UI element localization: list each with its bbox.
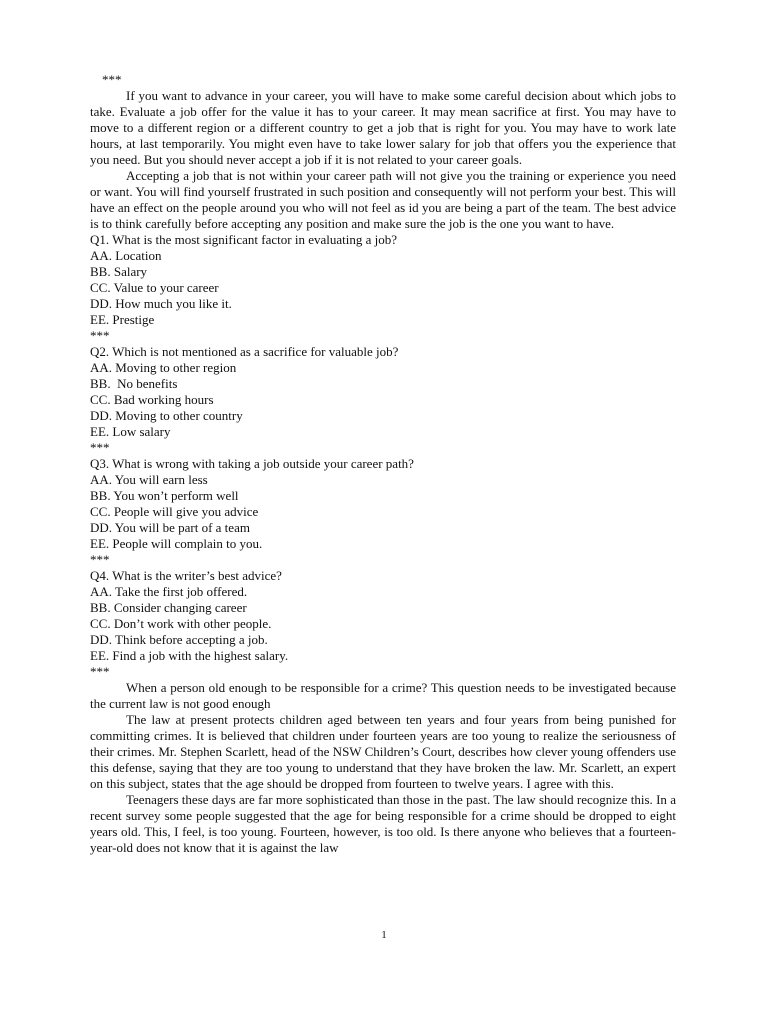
option-c: CC. Don’t work with other people. [90,616,272,631]
passage2-paragraph-3: Teenagers these days are far more sophisticated than those in the past. The law should recognize this. In a recent survey some people suggested that the age for being responsible for a crime should be dropped to eight years old. This, I feel, is too young. Fourteen, however, is too old. Is there anyone who believes that a fourteen-year-old does not know that it is against the law [90,792,676,855]
option-e: EE. People will complain to you. [90,536,263,551]
option-b: BB. No benefits [90,376,178,391]
passage1-paragraph-2: Accepting a job that is not within your career path will not give you the training or experience you need or want. You will find yourself frustrated in such position and consequently will not perform your best. This will have an effect on the people around you who will not feel as id you are being a part of the team. The best advice is to think carefully before accepting any position and make sure the job is the one you want to have. [90,168,676,231]
question-text: Q1. What is the most significant factor in evaluating a job? [90,232,397,247]
question-text: Q3. What is wrong with taking a job outside your career path? [90,456,414,471]
option-b: BB. Consider changing career [90,600,247,615]
option-c: CC. Value to your career [90,280,219,295]
passage2-paragraph-2: The law at present protects children aged between ten years and four years from being punished for committing crimes. It is believed that children under fourteen years are too young to realize the seriousness of their crimes. Mr. Stephen Scarlett, head of the NSW Children’s Court, describes how clever young offenders use this defense, saying that they are too young to understand that they have broken the law. Mr. Scarlett, an expert on this subject, states that the age should be dropped from fourteen to twelve years. I agree with this. [90,712,676,791]
separator: *** [90,328,110,343]
passage2-paragraph-1: When a person old enough to be responsible for a crime? This question needs to be investigated because the current law is not good enough [90,680,676,711]
option-d: DD. How much you like it. [90,296,232,311]
option-e: EE. Prestige [90,312,155,327]
question-2 [90,344,676,440]
separator: *** [90,552,110,567]
page-number: 1 [381,929,387,941]
option-c: CC. Bad working hours [90,392,214,407]
option-a: AA. Location [90,248,162,263]
option-d: DD. You will be part of a team [90,520,250,535]
option-e: EE. Low salary [90,424,171,439]
separator: *** [90,664,110,679]
option-c: CC. People will give you advice [90,504,259,519]
passage1-paragraph-1: If you want to advance in your career, you will have to make some careful decision about which jobs to take. Evaluate a job offer for the value it has to your career. It may mean sacrifice at first. You may have to move to a different region or a different country to get a job that is right for you. You may have to work late hours, at last temporarily. You might even have to take lower salary for job that offers you the experience that you need. But you should never accept a job if it is not related to your career goals. [90,88,676,167]
separator: *** [90,440,110,455]
option-d: DD. Moving to other country [90,408,243,423]
question-text: Q2. Which is not mentioned as a sacrifice for valuable job? [90,344,399,359]
option-b: BB. Salary [90,264,148,279]
option-d: DD. Think before accepting a job. [90,632,268,647]
separator-top: *** [102,72,122,87]
option-a: AA. You will earn less [90,472,208,487]
question-4 [90,568,676,664]
option-a: AA. Moving to other region [90,360,237,375]
document-page [90,72,676,856]
option-b: BB. You won’t perform well [90,488,239,503]
option-a: AA. Take the first job offered. [90,584,248,599]
question-1 [90,232,676,328]
question-text: Q4. What is the writer’s best advice? [90,568,282,583]
question-3 [90,456,676,552]
option-e: EE. Find a job with the highest salary. [90,648,289,663]
